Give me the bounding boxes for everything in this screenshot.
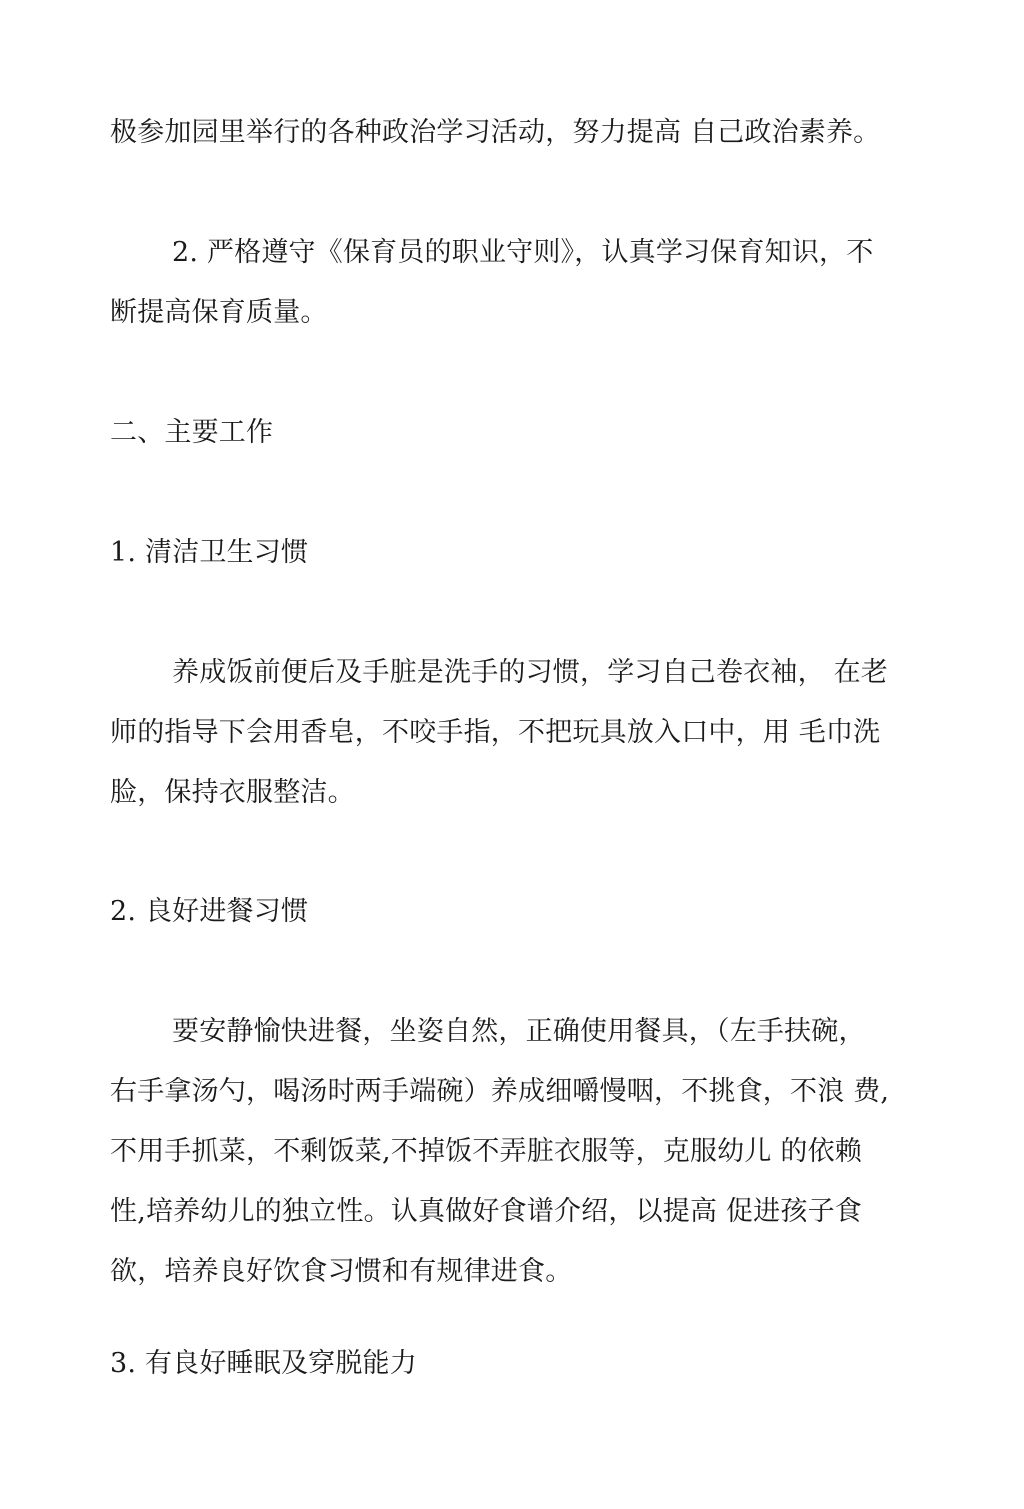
item-1-line-2: 师的指导下会用香皂，不咬手指，不把玩具放入口中，用 毛巾洗: [110, 717, 881, 748]
item-2-line-4: 性,培养幼儿的独立性。认真做好食谱介绍，以提高 促进孩子食: [110, 1196, 862, 1227]
item-2-line-3: 不用手抓菜，不剩饭菜,不掉饭不弄脏衣服等，克服幼儿 的依赖: [110, 1136, 862, 1167]
section-heading: 二、主要工作: [110, 417, 274, 448]
item-1-title: 1. 清洁卫生习惯: [110, 537, 309, 568]
paragraph-2-line-2: 断提高保育质量。: [110, 297, 328, 328]
item-2-line-5: 欲，培养良好饮食习惯和有规律进食。: [110, 1256, 573, 1287]
paragraph-1-line-1: 极参加园里举行的各种政治学习活动，努力提高 自己政治素养。: [110, 117, 881, 148]
item-1-line-1: 养成饭前便后及手脏是洗手的习惯，学习自己卷衣袖， 在老: [172, 657, 888, 688]
item-2-title: 2. 良好进餐习惯: [110, 896, 309, 927]
item-2-line-1: 要安静愉快进餐，坐姿自然，正确使用餐具，（左手扶碗，: [172, 1016, 866, 1047]
item-2-line-2: 右手拿汤勺，喝汤时两手端碗）养成细嚼慢咽，不挑食，不浪 费,: [110, 1076, 890, 1107]
paragraph-2-line-1: 2. 严格遵守《保育员的职业守则》，认真学习保育知识，不: [172, 237, 874, 268]
item-3-title: 3. 有良好睡眠及穿脱能力: [110, 1348, 417, 1379]
item-1-line-3: 脸，保持衣服整洁。: [110, 777, 355, 808]
